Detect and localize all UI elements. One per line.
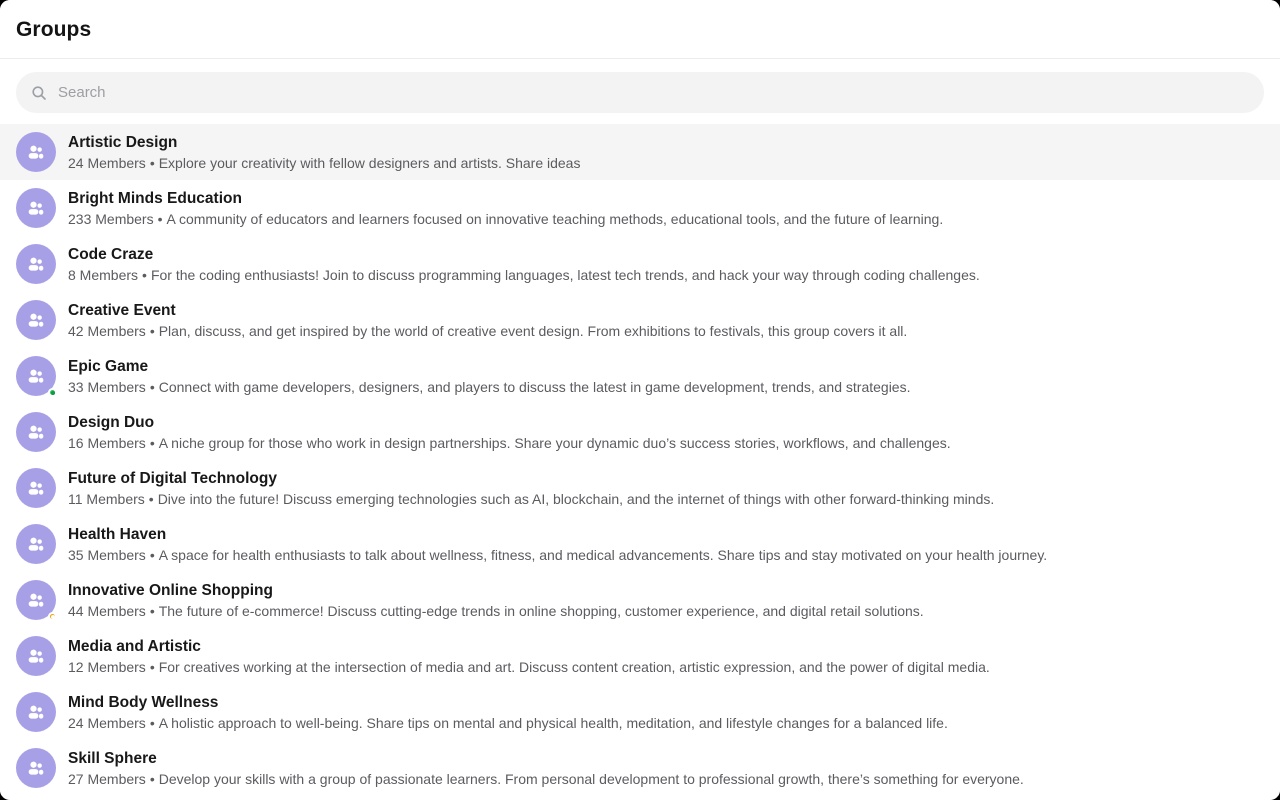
group-name: Bright Minds Education <box>68 189 242 207</box>
group-meta <box>68 770 1264 788</box>
group-meta <box>68 434 1264 452</box>
group-list-item[interactable] <box>0 124 1280 180</box>
group-description: A space for health enthusiasts to talk about wellness, fitness, and medical advancements. Share tips and stay motivated on your health journey. <box>158 546 1048 563</box>
group-avatar-circle <box>16 636 56 676</box>
group-people-icon <box>25 757 47 779</box>
group-name: Creative Event <box>68 301 176 319</box>
group-avatar-circle <box>16 748 56 788</box>
group-meta <box>68 210 1264 228</box>
group-text <box>68 301 1264 340</box>
group-list <box>0 124 1280 800</box>
group-avatar <box>16 524 56 564</box>
group-avatar <box>16 300 56 340</box>
group-text <box>68 357 1264 396</box>
member-count: 24 Members <box>68 154 146 171</box>
group-description: Connect with game developers, designers, and players to discuss the latest in game development, trends, and strategies. <box>158 378 911 395</box>
group-list-item[interactable] <box>0 628 1280 684</box>
group-text <box>68 133 1264 172</box>
separator-dot: • <box>149 770 155 787</box>
member-count: 8 Members <box>68 266 139 283</box>
group-text <box>68 413 1264 452</box>
separator-dot: • <box>149 658 155 675</box>
group-list-item[interactable] <box>0 572 1280 628</box>
group-avatar-circle <box>16 132 56 172</box>
separator-dot: • <box>149 546 155 563</box>
group-name: Future of Digital Technology <box>68 469 277 487</box>
search-icon <box>30 84 48 102</box>
group-avatar <box>16 188 56 228</box>
group-name: Code Craze <box>68 245 154 263</box>
group-name: Design Duo <box>68 413 155 431</box>
search-input[interactable] <box>58 84 1250 101</box>
group-description: A holistic approach to well-being. Share tips on mental and physical health, meditation, and lifestyle changes for a balanced life. <box>158 714 948 731</box>
group-meta <box>68 378 1264 396</box>
group-text <box>68 245 1264 284</box>
group-avatar-circle <box>16 244 56 284</box>
separator-dot: • <box>142 266 147 283</box>
group-description: For the coding enthusiasts! Join to discuss programming languages, latest tech trends, and hack your way through coding challenges. <box>150 266 980 283</box>
group-name: Epic Game <box>68 357 149 375</box>
status-indicator <box>48 388 57 397</box>
group-avatar <box>16 132 56 172</box>
member-count: 24 Members <box>68 714 146 731</box>
group-description: A niche group for those who work in design partnerships. Share your dynamic duo’s success stories, workflows, and challenges. <box>158 434 951 451</box>
member-count: 16 Members <box>68 434 146 451</box>
group-name: Health Haven <box>68 525 167 543</box>
group-list-item[interactable] <box>0 348 1280 404</box>
group-meta <box>68 602 1264 620</box>
group-name: Mind Body Wellness <box>68 693 219 711</box>
group-description: Dive into the future! Discuss emerging technologies such as AI, blockchain, and the internet of things with other forward-thinking minds. <box>157 490 995 507</box>
group-avatar-circle <box>16 692 56 732</box>
group-meta <box>68 490 1264 508</box>
group-avatar <box>16 580 56 620</box>
group-name: Media and Artistic <box>68 637 201 655</box>
group-meta <box>68 546 1264 564</box>
group-text <box>68 525 1264 564</box>
group-description: The future of e-commerce! Discuss cutting-edge trends in online shopping, customer experience, and digital retail solutions. <box>158 602 924 619</box>
group-avatar <box>16 244 56 284</box>
group-list-item[interactable] <box>0 516 1280 572</box>
group-avatar-circle <box>16 468 56 508</box>
group-meta <box>68 154 1264 172</box>
member-count: 11 Members <box>68 490 145 507</box>
separator-dot: • <box>149 322 155 339</box>
group-people-icon <box>25 701 47 723</box>
page-title: Groups <box>16 18 92 41</box>
group-people-icon <box>25 365 47 387</box>
member-count: 233 Members <box>68 210 154 227</box>
group-people-icon <box>25 197 47 219</box>
separator-dot: • <box>149 714 155 731</box>
group-text <box>68 469 1264 508</box>
separator-dot: • <box>157 210 163 227</box>
group-meta <box>68 658 1264 676</box>
group-meta <box>68 714 1264 732</box>
group-avatar <box>16 636 56 676</box>
search-bar[interactable] <box>16 72 1264 113</box>
separator-dot: • <box>149 378 155 395</box>
group-description: For creatives working at the intersection of media and art. Discuss content creation, artistic expression, and the power of digital media. <box>158 658 990 675</box>
group-text <box>68 189 1264 228</box>
group-people-icon <box>25 589 47 611</box>
group-people-icon <box>25 533 47 555</box>
separator-dot: • <box>149 434 155 451</box>
group-text <box>68 693 1264 732</box>
member-count: 35 Members <box>68 546 146 563</box>
group-people-icon <box>25 253 47 275</box>
group-avatar <box>16 692 56 732</box>
separator-dot: • <box>148 490 154 507</box>
member-count: 27 Members <box>68 770 146 787</box>
group-description: A community of educators and learners focused on innovative teaching methods, educational tools, and the future of learning. <box>166 210 944 227</box>
group-avatar <box>16 356 56 396</box>
group-list-item[interactable] <box>0 684 1280 740</box>
header <box>0 0 1280 59</box>
group-list-item[interactable] <box>0 460 1280 516</box>
member-count: 42 Members <box>68 322 146 339</box>
group-avatar-circle <box>16 524 56 564</box>
group-description: Explore your creativity with fellow designers and artists. Share ideas <box>158 154 581 171</box>
group-description: Develop your skills with a group of passionate learners. From personal development to professional growth, there’s something for everyone. <box>158 770 1024 787</box>
group-description: Plan, discuss, and get inspired by the world of creative event design. From exhibitions to festivals, this group covers it all. <box>158 322 908 339</box>
group-avatar-circle <box>16 300 56 340</box>
group-avatar <box>16 412 56 452</box>
member-count: 33 Members <box>68 378 146 395</box>
group-text <box>68 749 1264 788</box>
group-meta <box>68 322 1264 340</box>
group-people-icon <box>25 421 47 443</box>
group-avatar <box>16 748 56 788</box>
group-list-item[interactable] <box>0 180 1280 236</box>
separator-dot: • <box>149 602 155 619</box>
group-text <box>68 581 1264 620</box>
group-list-item[interactable] <box>0 292 1280 348</box>
search-section <box>0 59 1280 124</box>
group-people-icon <box>25 477 47 499</box>
group-list-item[interactable] <box>0 740 1280 796</box>
group-avatar <box>16 468 56 508</box>
member-count: 44 Members <box>68 602 146 619</box>
group-avatar-circle <box>16 412 56 452</box>
group-list-item[interactable] <box>0 404 1280 460</box>
group-avatar-circle <box>16 188 56 228</box>
group-name: Skill Sphere <box>68 749 157 767</box>
member-count: 12 Members <box>68 658 146 675</box>
group-people-icon <box>25 141 47 163</box>
separator-dot: • <box>149 154 155 171</box>
status-indicator <box>48 612 57 621</box>
group-list-item[interactable] <box>0 236 1280 292</box>
group-people-icon <box>25 309 47 331</box>
group-name: Innovative Online Shopping <box>68 581 273 599</box>
group-meta <box>68 266 1264 284</box>
group-text <box>68 637 1264 676</box>
group-people-icon <box>25 645 47 667</box>
group-name: Artistic Design <box>68 133 178 151</box>
